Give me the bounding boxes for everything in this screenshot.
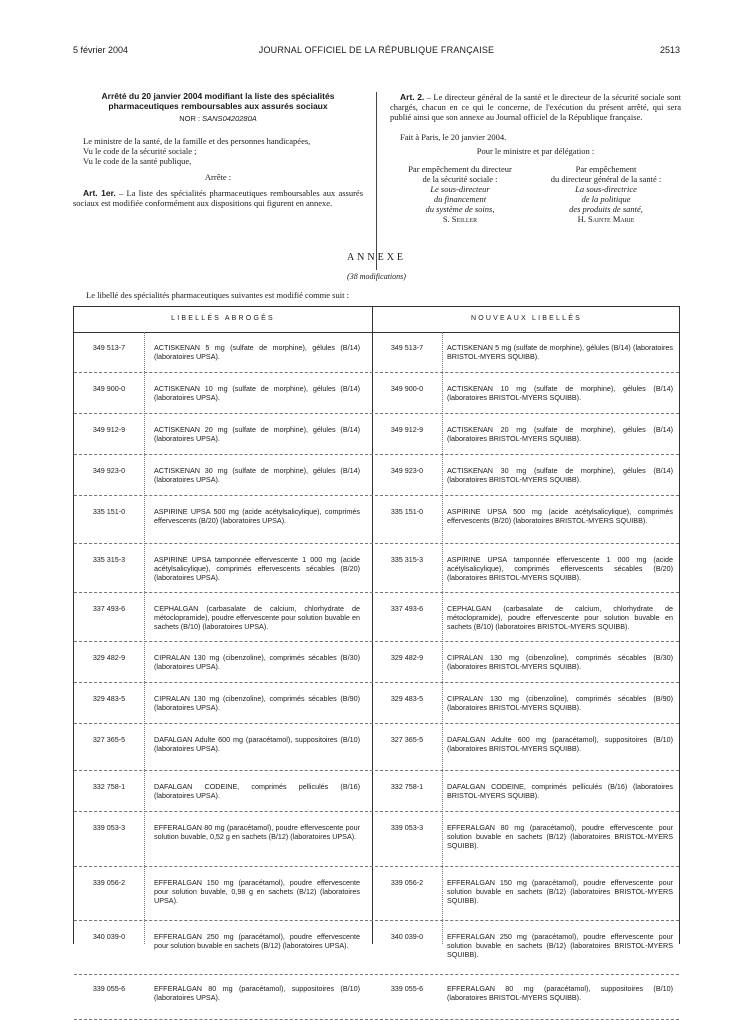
repealed-code: 339 053-3	[92, 823, 126, 832]
new-code: 332 758-1	[390, 782, 424, 791]
new-code: 335 315-3	[390, 555, 424, 564]
nor-code: SANS0420280A	[202, 114, 257, 123]
nor-reference	[73, 114, 363, 124]
right-column	[390, 92, 681, 224]
new-label: EFFERALGAN 80 mg (paracétamol), suppositoires (B/10) (laboratoires BRISTOL-MYERS SQUIBB).	[447, 984, 673, 1002]
new-label: ASPIRINE UPSA tamponnée effervescente 1 000 mg (acide acétylsalicylique), comprimés effervescents sécables (B/20) (laboratoires BRISTOL-MYERS SQUIBB).	[447, 555, 673, 582]
new-code: 339 055-6	[390, 984, 424, 993]
sig-left-line-2: de la sécurité sociale :	[422, 174, 498, 184]
new-code: 339 056-2	[390, 878, 424, 887]
new-label: DAFALGAN Adulte 600 mg (paracétamol), suppositoires (B/10) (laboratoires BRISTOL-MYERS SQUIBB).	[447, 735, 673, 753]
new-code: 349 900-0	[390, 384, 424, 393]
new-code: 327 365-5	[390, 735, 424, 744]
repealed-code: 332 758-1	[92, 782, 126, 791]
repealed-code: 339 055-6	[92, 984, 126, 993]
new-label: ACTISKENAN 30 mg (sulfate de morphine), gélules (B/14) (laboratoires BRISTOL-MYERS SQUIBB).	[447, 466, 673, 484]
repealed-label: EFFERALGAN 80 mg (paracétamol), poudre effervescente pour solution buvable, 0,52 g en sachets (B/12) (laboratoires UPSA).	[154, 823, 360, 841]
new-label: EFFERALGAN 250 mg (paracétamol), poudre effervescente pour solution buvable en sachets (B/12) (laboratoires BRISTOL-MYERS SQUIBB).	[447, 932, 673, 959]
repealed-code: 329 482-9	[92, 653, 126, 662]
table-row	[74, 373, 679, 414]
vu-public-health: Vu le code de la santé publique,	[83, 156, 192, 166]
table-row	[74, 593, 679, 642]
sig-right-line-1: Par empêchement	[575, 164, 637, 174]
article-2-text: – Le directeur général de la santé et le directeur de la sécurité sociale sont chargés, chacun en ce qui le concerne, de l'exécution du présent arrêté, qui sera publié ainsi que son annexe au Journal officiel de la République française.	[390, 92, 681, 122]
repealed-code: 349 513-7	[92, 343, 126, 352]
annexe-intro: Le libellé des spécialités pharmaceutiques suivantes est modifié comme suit :	[86, 290, 349, 300]
article-1-label: Art. 1er.	[83, 188, 116, 198]
repealed-label: EFFERALGAN 250 mg (paracétamol), poudre effervescente pour solution buvable en sachets (B/12) (laboratoires UPSA).	[154, 932, 360, 950]
repealed-label: ACTISKENAN 30 mg (sulfate de morphine), gélules (B/14) (laboratoires UPSA).	[154, 466, 360, 484]
repealed-label: DAFALGAN CODEINE, comprimés pelliculés (B/16) (laboratoires UPSA).	[154, 782, 360, 800]
sig-right-line-5: des produits de santé,	[569, 204, 643, 214]
repealed-code: 335 151-0	[92, 507, 126, 516]
new-label: CIPRALAN 130 mg (cibenzoline), comprimés sécables (B/90) (laboratoires BRISTOL-MYERS SQUIBB).	[447, 694, 673, 712]
new-label: ACTISKENAN 20 mg (sulfate de morphine), gélules (B/14) (laboratoires BRISTOL-MYERS SQUIBB).	[447, 425, 673, 443]
repealed-label: CEPHALGAN (carbasalate de calcium, chlorhydrate de métoclopramide), poudre effervescente pour solution buvable en sachets (B/10) (laboratoires UPSA).	[154, 604, 360, 631]
new-label: EFFERALGAN 80 mg (paracétamol), poudre effervescente pour solution buvable en sachets (B/12) (laboratoires BRISTOL-MYERS SQUIBB).	[447, 823, 673, 850]
decree-title-line-2: pharmaceutiques remboursables aux assurés sociaux	[108, 100, 328, 111]
header-new-labels: NOUVEAUX LIBELLÉS	[471, 315, 582, 322]
annexe-title: ANNEXE	[346, 252, 407, 263]
repealed-label: ACTISKENAN 10 mg (sulfate de morphine), gélules (B/14) (laboratoires UPSA).	[154, 384, 360, 402]
table-header	[74, 307, 679, 333]
article-2	[390, 92, 681, 122]
repealed-label: ACTISKENAN 5 mg (sulfate de morphine), gélules (B/14) (laboratoires UPSA).	[154, 343, 360, 361]
repealed-code: 335 315-3	[92, 555, 126, 564]
new-code: 340 039-0	[390, 932, 424, 941]
header-repealed-labels: LIBELLÉS ABROGÉS	[171, 315, 275, 322]
left-column	[73, 92, 363, 208]
table-row	[74, 332, 679, 373]
vu-social-security: Vu le code de la sécurité sociale ;	[83, 146, 197, 156]
minister-intro: Le ministre de la santé, de la famille et des personnes handicapées,	[83, 136, 311, 146]
new-label: EFFERALGAN 150 mg (paracétamol), poudre effervescente pour solution buvable en sachets (B/12) (laboratoires BRISTOL-MYERS SQUIBB).	[447, 878, 673, 905]
signature-right	[531, 164, 681, 224]
repealed-code: 349 923-0	[92, 466, 126, 475]
signature-place-date: Fait à Paris, le 20 janvier 2004.	[400, 132, 507, 142]
repealed-code: 349 912-9	[92, 425, 126, 434]
table-row	[74, 642, 679, 683]
new-code: 349 923-0	[390, 466, 424, 475]
repealed-code: 329 483-5	[92, 694, 126, 703]
repealed-code: 337 493-6	[92, 604, 126, 613]
table-row	[74, 724, 679, 771]
sig-right-line-3: La sous-directrice	[575, 184, 637, 194]
new-code: 349 912-9	[390, 425, 424, 434]
arrete-label: Arrête :	[204, 172, 232, 182]
table-row	[74, 771, 679, 812]
new-code: 349 513-7	[390, 343, 424, 352]
article-1-text: – La liste des spécialités pharmaceutiques remboursables aux assurés sociaux est modifiée conformément aux dispositions qui figurent en annexe.	[73, 188, 364, 208]
table-row	[74, 455, 679, 496]
repealed-label: ASPIRINE UPSA 500 mg (acide acétylsalicylique), comprimés effervescents (B/20) (laboratoires UPSA).	[154, 507, 360, 525]
modifications-table	[73, 306, 680, 1002]
issue-date: 5 février 2004	[73, 45, 129, 55]
decree-title-line-1: Arrêté du 20 janvier 2004 modifiant la liste des spécialités	[101, 91, 335, 101]
new-code: 339 053-3	[390, 823, 424, 832]
journal-title: JOURNAL OFFICIEL DE LA RÉPUBLIQUE FRANÇAISE	[258, 45, 495, 55]
sig-right-name: H. Sainte Marie	[577, 214, 635, 224]
repealed-code: 340 039-0	[92, 932, 126, 941]
repealed-label: CIPRALAN 130 mg (cibenzoline), comprimés sécables (B/90) (laboratoires UPSA).	[154, 694, 360, 712]
new-label: DAFALGAN CODEINE, comprimés pelliculés (B/16) (laboratoires BRISTOL-MYERS SQUIBB).	[447, 782, 673, 800]
repealed-label: DAFALGAN Adulte 600 mg (paracétamol), suppositoires (B/10) (laboratoires UPSA).	[154, 735, 360, 753]
new-label: ACTISKENAN 10 mg (sulfate de morphine), gélules (B/14) (laboratoires BRISTOL-MYERS SQUIBB).	[447, 384, 673, 402]
new-label: ACTISKENAN 5 mg (sulfate de morphine), gélules (B/14) (laboratoires BRISTOL-MYERS SQUIBB).	[447, 343, 673, 361]
repealed-label: CIPRALAN 130 mg (cibenzoline), comprimés sécables (B/30) (laboratoires UPSA).	[154, 653, 360, 671]
new-code: 335 151-0	[390, 507, 424, 516]
annexe-subtitle: (38 modifications)	[347, 272, 406, 281]
new-code: 329 483-5	[390, 694, 424, 703]
repealed-label: ACTISKENAN 20 mg (sulfate de morphine), gélules (B/14) (laboratoires UPSA).	[154, 425, 360, 443]
sig-left-line-1: Par empêchement du directeur	[408, 164, 512, 174]
repealed-code: 349 900-0	[92, 384, 126, 393]
new-label: CIPRALAN 130 mg (cibenzoline), comprimés sécables (B/30) (laboratoires BRISTOL-MYERS SQUIBB).	[447, 653, 673, 671]
repealed-code: 327 365-5	[92, 735, 126, 744]
new-label: CEPHALGAN (carbasalate de calcium, chlorhydrate de métoclopramide), poudre effervescente pour solution buvable en sachets (B/10) (laboratoires BRISTOL-MYERS SQUIBB).	[447, 604, 673, 631]
table-row	[74, 975, 679, 1020]
page-number: 2513	[659, 45, 680, 55]
table-row	[74, 414, 679, 455]
sig-right-line-4: de la politique	[581, 194, 631, 204]
table-row	[74, 812, 679, 867]
repealed-label: EFFERALGAN 80 mg (paracétamol), suppositoires (B/10) (laboratoires UPSA).	[154, 984, 360, 1002]
signatures	[390, 164, 681, 224]
article-2-label: Art. 2.	[400, 92, 425, 102]
sig-left-line-4: du financement	[433, 194, 487, 204]
nor-label: NOR :	[179, 114, 203, 123]
table-row	[74, 683, 679, 724]
new-code: 337 493-6	[390, 604, 424, 613]
column-divider	[376, 92, 377, 270]
sig-left-line-5: du système de soins,	[425, 204, 495, 214]
table-row	[74, 496, 679, 544]
sig-right-line-2: du directeur général de la santé :	[550, 174, 662, 184]
repealed-label: EFFERALGAN 150 mg (paracétamol), poudre effervescente pour solution buvable, 0,98 g en sachets (B/12) (laboratoires UPSA).	[154, 878, 360, 905]
table-row	[74, 867, 679, 921]
sig-left-line-3: Le sous-directeur	[430, 184, 490, 194]
new-label: ASPIRINE UPSA 500 mg (acide acétylsalicylique), comprimés effervescents (B/20) (laboratoires BRISTOL-MYERS SQUIBB).	[447, 507, 673, 525]
table-row	[74, 921, 679, 975]
sig-left-name: S. Seiller	[442, 214, 478, 224]
repealed-code: 339 056-2	[92, 878, 126, 887]
table-row	[74, 544, 679, 593]
running-header	[73, 45, 680, 59]
article-1	[73, 188, 363, 208]
signature-left	[390, 164, 530, 224]
delegation-line: Pour le ministre et par délégation :	[476, 146, 595, 156]
repealed-label: ASPIRINE UPSA tamponnée effervescente 1 000 mg (acide acétylsalicylique), comprimés effervescents sécables (B/20) (laboratoires UPSA).	[154, 555, 360, 582]
new-code: 329 482-9	[390, 653, 424, 662]
